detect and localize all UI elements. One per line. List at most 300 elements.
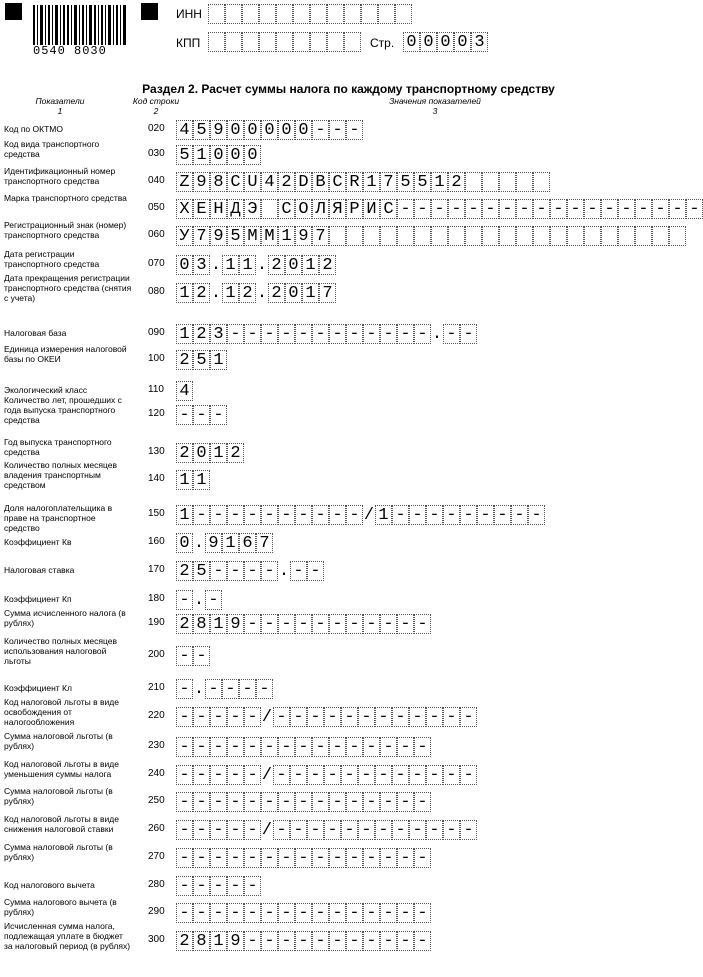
char-cell[interactable]: 9 [205,533,222,553]
char-cell[interactable]: - [227,765,244,785]
char-cell[interactable]: Д [227,199,244,219]
char-cell[interactable]: 2 [227,443,244,463]
char-cell[interactable]: - [176,765,193,785]
char-cell[interactable]: - [278,737,295,757]
char-cell[interactable]: 7 [319,283,336,303]
char-cell[interactable]: - [652,199,669,219]
char-cell[interactable] [242,4,259,24]
char-cell[interactable]: - [176,707,193,727]
char-cell[interactable]: - [244,876,261,896]
char-cell[interactable]: 1 [278,226,295,246]
char-cell[interactable]: - [426,505,443,525]
char-cell[interactable] [293,32,310,52]
char-cell[interactable]: - [193,876,210,896]
char-cell[interactable] [225,4,242,24]
char-cell[interactable] [618,226,635,246]
char-cell[interactable]: - [414,931,431,951]
char-cell[interactable]: - [239,679,256,699]
char-cell[interactable]: - [329,903,346,923]
char-cell[interactable]: - [210,737,227,757]
char-cell[interactable]: - [176,820,193,840]
char-cell[interactable] [533,172,550,192]
char-cell[interactable]: - [443,505,460,525]
char-cell[interactable]: 1 [239,255,256,275]
char-cell[interactable]: 5 [193,350,210,370]
char-cell[interactable]: - [244,765,261,785]
char-cell[interactable]: - [273,820,290,840]
char-cell[interactable]: О [295,199,312,219]
char-cell[interactable]: 7 [380,172,397,192]
char-cell[interactable]: 2 [239,283,256,303]
char-cell[interactable]: - [227,707,244,727]
value-field-070[interactable] [176,255,336,277]
char-cell[interactable]: - [227,848,244,868]
char-cell[interactable]: 1 [302,283,319,303]
char-cell[interactable]: - [363,792,380,812]
char-cell[interactable]: - [227,820,244,840]
char-cell[interactable]: - [397,903,414,923]
char-cell[interactable]: 0 [437,32,454,52]
char-cell[interactable] [276,4,293,24]
char-cell[interactable]: - [494,505,511,525]
char-cell[interactable]: 1 [176,324,193,344]
char-cell[interactable]: 4 [176,120,193,140]
char-cell[interactable]: - [460,324,477,344]
char-cell[interactable]: - [329,324,346,344]
char-cell[interactable]: 0 [176,255,193,275]
char-cell[interactable] [327,32,344,52]
char-cell[interactable]: - [392,765,409,785]
value-field-150[interactable] [176,505,545,527]
char-cell[interactable]: - [273,707,290,727]
char-cell[interactable]: - [307,707,324,727]
char-cell[interactable]: - [414,792,431,812]
char-cell[interactable]: М [261,226,278,246]
char-cell[interactable]: - [533,199,550,219]
char-cell[interactable]: 2 [176,561,193,581]
char-cell[interactable]: - [278,848,295,868]
char-cell[interactable]: М [244,226,261,246]
char-cell[interactable]: - [380,848,397,868]
value-field-270[interactable] [176,848,431,870]
char-cell[interactable]: - [193,707,210,727]
char-cell[interactable]: - [205,679,222,699]
char-cell[interactable]: - [329,614,346,634]
char-cell[interactable]: - [329,120,346,140]
char-cell[interactable]: - [210,765,227,785]
char-cell[interactable] [225,32,242,52]
value-field-260[interactable] [176,820,477,842]
char-cell[interactable]: - [312,792,329,812]
char-cell[interactable]: - [176,590,193,610]
char-cell[interactable]: - [516,199,533,219]
char-cell[interactable]: 1 [176,470,193,490]
char-cell[interactable] [516,226,533,246]
char-cell[interactable]: - [176,737,193,757]
char-cell[interactable]: - [341,820,358,840]
char-cell[interactable]: 0 [420,32,437,52]
char-cell[interactable]: 5 [193,561,210,581]
char-cell[interactable]: 9 [210,226,227,246]
char-cell[interactable]: B [312,172,329,192]
char-cell[interactable]: 1 [210,931,227,951]
char-cell[interactable]: - [193,737,210,757]
char-cell[interactable]: - [312,505,329,525]
char-cell[interactable]: - [375,820,392,840]
char-cell[interactable]: - [176,405,193,425]
char-cell[interactable] [344,4,361,24]
char-cell[interactable]: 0 [278,120,295,140]
char-cell[interactable]: - [341,707,358,727]
char-cell[interactable]: - [227,903,244,923]
value-field-020[interactable] [176,120,363,142]
char-cell[interactable] [208,32,225,52]
char-cell[interactable]: - [409,707,426,727]
char-cell[interactable]: - [176,848,193,868]
char-cell[interactable] [259,4,276,24]
char-cell[interactable]: - [380,324,397,344]
char-cell[interactable]: 3 [210,324,227,344]
char-cell[interactable]: - [460,707,477,727]
char-cell[interactable]: - [358,707,375,727]
char-cell[interactable] [431,226,448,246]
char-cell[interactable]: - [363,737,380,757]
char-cell[interactable]: - [278,505,295,525]
char-cell[interactable]: 2 [448,172,465,192]
char-cell[interactable]: 1 [193,145,210,165]
char-cell[interactable]: - [669,199,686,219]
char-cell[interactable]: 4 [176,381,193,401]
char-cell[interactable]: - [210,792,227,812]
char-cell[interactable]: - [290,765,307,785]
char-cell[interactable] [242,32,259,52]
char-cell[interactable]: 3 [471,32,488,52]
value-field-140[interactable] [176,470,210,492]
char-cell[interactable] [395,4,412,24]
char-cell[interactable]: 2 [278,172,295,192]
char-cell[interactable]: 9 [193,172,210,192]
char-cell[interactable]: - [443,820,460,840]
char-cell[interactable]: Л [312,199,329,219]
char-cell[interactable]: - [346,792,363,812]
char-cell[interactable]: 0 [403,32,420,52]
char-cell[interactable]: - [261,737,278,757]
char-cell[interactable]: 5 [397,172,414,192]
char-cell[interactable]: - [244,737,261,757]
char-cell[interactable]: - [244,561,261,581]
char-cell[interactable]: - [261,848,278,868]
char-cell[interactable]: 9 [227,614,244,634]
char-cell[interactable]: 1 [431,172,448,192]
char-cell[interactable]: - [460,820,477,840]
char-cell[interactable]: - [409,505,426,525]
char-cell[interactable]: - [363,931,380,951]
char-cell[interactable]: - [324,765,341,785]
char-cell[interactable]: 1 [210,614,227,634]
char-cell[interactable]: - [460,505,477,525]
char-cell[interactable]: - [244,707,261,727]
value-field-280[interactable] [176,876,261,898]
char-cell[interactable]: 0 [176,533,193,553]
char-cell[interactable]: 0 [227,120,244,140]
char-cell[interactable]: - [244,324,261,344]
char-cell[interactable]: - [397,931,414,951]
char-cell[interactable]: - [261,792,278,812]
char-cell[interactable] [584,226,601,246]
char-cell[interactable]: - [511,505,528,525]
char-cell[interactable]: - [363,614,380,634]
value-field-180[interactable] [176,590,222,612]
char-cell[interactable]: - [312,903,329,923]
char-cell[interactable]: 8 [210,172,227,192]
value-field-210[interactable] [176,679,273,701]
char-cell[interactable]: - [222,679,239,699]
value-field-030[interactable] [176,145,261,167]
char-cell[interactable]: - [295,614,312,634]
char-cell[interactable]: 2 [176,350,193,370]
char-cell[interactable]: - [244,931,261,951]
char-cell[interactable]: - [278,903,295,923]
char-cell[interactable]: D [295,172,312,192]
char-cell[interactable]: - [176,792,193,812]
char-cell[interactable] [293,4,310,24]
char-cell[interactable]: 1 [176,505,193,525]
char-cell[interactable]: - [341,765,358,785]
char-cell[interactable]: - [312,848,329,868]
char-cell[interactable]: Н [210,199,227,219]
char-cell[interactable]: - [261,505,278,525]
char-cell[interactable]: - [460,765,477,785]
char-cell[interactable]: 0 [454,32,471,52]
char-cell[interactable]: 2 [176,931,193,951]
char-cell[interactable]: - [443,707,460,727]
char-cell[interactable]: - [210,505,227,525]
char-cell[interactable]: - [210,903,227,923]
char-cell[interactable]: 1 [222,533,239,553]
char-cell[interactable]: - [363,324,380,344]
value-field-060[interactable] [176,226,686,248]
char-cell[interactable]: - [193,765,210,785]
value-field-090[interactable] [176,324,477,346]
char-cell[interactable]: - [443,324,460,344]
char-cell[interactable]: - [295,737,312,757]
char-cell[interactable]: - [307,765,324,785]
char-cell[interactable]: 6 [239,533,256,553]
kpp-field[interactable] [208,32,361,54]
char-cell[interactable]: 5 [414,172,431,192]
value-field-130[interactable] [176,443,244,465]
char-cell[interactable] [344,32,361,52]
value-field-170[interactable] [176,561,324,583]
char-cell[interactable] [652,226,669,246]
char-cell[interactable] [380,226,397,246]
char-cell[interactable] [482,226,499,246]
char-cell[interactable]: 8 [193,931,210,951]
value-field-120[interactable] [176,405,227,427]
char-cell[interactable]: 0 [261,120,278,140]
char-cell[interactable]: - [329,848,346,868]
char-cell[interactable]: - [380,737,397,757]
char-cell[interactable]: - [261,324,278,344]
char-cell[interactable]: 9 [295,226,312,246]
char-cell[interactable]: 0 [193,443,210,463]
char-cell[interactable]: - [346,505,363,525]
char-cell[interactable] [601,226,618,246]
char-cell[interactable]: R [346,172,363,192]
char-cell[interactable]: C [227,172,244,192]
char-cell[interactable]: - [329,505,346,525]
char-cell[interactable]: - [329,792,346,812]
char-cell[interactable]: - [414,199,431,219]
char-cell[interactable]: 2 [176,614,193,634]
char-cell[interactable]: - [392,820,409,840]
value-field-050[interactable] [176,199,703,221]
page-number-field[interactable] [403,32,488,54]
value-field-240[interactable] [176,765,477,787]
char-cell[interactable]: C [329,172,346,192]
char-cell[interactable]: - [601,199,618,219]
value-field-230[interactable] [176,737,431,759]
char-cell[interactable]: - [295,505,312,525]
char-cell[interactable]: - [278,792,295,812]
char-cell[interactable]: 5 [193,120,210,140]
char-cell[interactable]: 9 [210,120,227,140]
char-cell[interactable]: - [477,505,494,525]
char-cell[interactable]: - [227,324,244,344]
char-cell[interactable]: - [210,561,227,581]
char-cell[interactable]: - [635,199,652,219]
char-cell[interactable]: - [193,505,210,525]
char-cell[interactable] [276,32,293,52]
char-cell[interactable]: - [426,820,443,840]
char-cell[interactable]: - [392,707,409,727]
char-cell[interactable]: - [307,820,324,840]
char-cell[interactable]: - [261,561,278,581]
char-cell[interactable]: - [375,707,392,727]
char-cell[interactable]: - [414,324,431,344]
char-cell[interactable]: 0 [244,120,261,140]
char-cell[interactable]: 0 [210,145,227,165]
char-cell[interactable]: - [358,820,375,840]
char-cell[interactable] [635,226,652,246]
char-cell[interactable]: 0 [295,120,312,140]
char-cell[interactable]: - [431,199,448,219]
char-cell[interactable]: - [414,848,431,868]
value-field-300[interactable] [176,931,431,953]
char-cell[interactable] [465,226,482,246]
char-cell[interactable]: 1 [363,172,380,192]
char-cell[interactable]: - [193,903,210,923]
char-cell[interactable]: - [397,199,414,219]
char-cell[interactable] [346,226,363,246]
char-cell[interactable]: И [363,199,380,219]
char-cell[interactable]: - [397,324,414,344]
char-cell[interactable]: - [193,820,210,840]
char-cell[interactable]: - [244,614,261,634]
char-cell[interactable]: 2 [193,324,210,344]
value-field-190[interactable] [176,614,431,636]
char-cell[interactable]: - [528,505,545,525]
char-cell[interactable]: 2 [268,255,285,275]
char-cell[interactable]: 1 [222,283,239,303]
char-cell[interactable]: - [210,848,227,868]
char-cell[interactable]: - [312,931,329,951]
char-cell[interactable]: - [329,931,346,951]
char-cell[interactable] [499,172,516,192]
char-cell[interactable]: - [346,903,363,923]
char-cell[interactable]: 7 [256,533,273,553]
char-cell[interactable]: - [363,848,380,868]
char-cell[interactable]: - [227,792,244,812]
char-cell[interactable]: - [210,405,227,425]
value-field-200[interactable] [176,646,210,668]
char-cell[interactable]: - [414,737,431,757]
char-cell[interactable]: - [448,199,465,219]
char-cell[interactable]: - [380,614,397,634]
char-cell[interactable]: - [346,324,363,344]
char-cell[interactable]: - [409,765,426,785]
char-cell[interactable]: 5 [176,145,193,165]
char-cell[interactable]: - [210,820,227,840]
char-cell[interactable]: - [312,324,329,344]
char-cell[interactable]: - [256,679,273,699]
char-cell[interactable]: - [312,737,329,757]
char-cell[interactable] [533,226,550,246]
value-field-250[interactable] [176,792,431,814]
char-cell[interactable] [448,226,465,246]
value-field-100[interactable] [176,350,227,372]
char-cell[interactable]: - [261,614,278,634]
char-cell[interactable]: 1 [210,443,227,463]
char-cell[interactable]: - [295,848,312,868]
char-cell[interactable]: - [290,561,307,581]
value-field-160[interactable] [176,533,273,555]
char-cell[interactable]: - [414,614,431,634]
char-cell[interactable]: - [414,903,431,923]
char-cell[interactable]: 3 [193,255,210,275]
char-cell[interactable]: 2 [268,283,285,303]
char-cell[interactable]: - [176,646,193,666]
char-cell[interactable]: 2 [176,443,193,463]
char-cell[interactable]: - [375,765,392,785]
char-cell[interactable]: - [278,324,295,344]
char-cell[interactable]: - [244,848,261,868]
char-cell[interactable]: - [380,903,397,923]
char-cell[interactable]: - [329,737,346,757]
char-cell[interactable] [465,172,482,192]
char-cell[interactable]: - [397,792,414,812]
char-cell[interactable]: - [346,120,363,140]
char-cell[interactable] [327,4,344,24]
char-cell[interactable]: - [193,792,210,812]
char-cell[interactable]: - [346,848,363,868]
value-field-040[interactable] [176,172,550,194]
char-cell[interactable]: 2 [319,255,336,275]
char-cell[interactable]: - [584,199,601,219]
char-cell[interactable]: Х [176,199,193,219]
char-cell[interactable]: - [244,820,261,840]
char-cell[interactable]: 8 [193,614,210,634]
char-cell[interactable]: - [290,820,307,840]
char-cell[interactable]: - [193,848,210,868]
char-cell[interactable]: - [227,737,244,757]
char-cell[interactable] [516,172,533,192]
char-cell[interactable]: 7 [312,226,329,246]
char-cell[interactable]: - [210,876,227,896]
char-cell[interactable]: - [618,199,635,219]
char-cell[interactable]: - [295,324,312,344]
char-cell[interactable]: 9 [227,931,244,951]
